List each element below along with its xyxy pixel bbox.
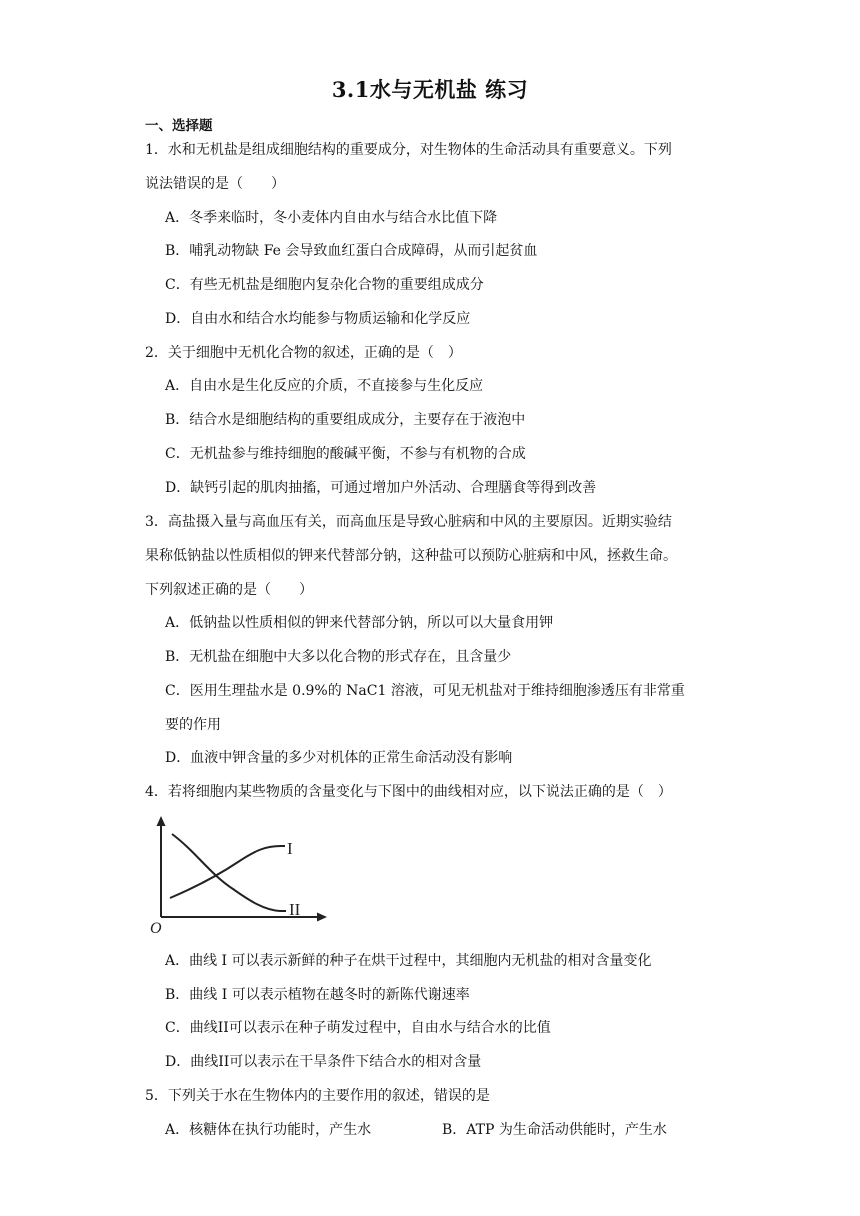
q2-option-d: D．缺钙引起的肌肉抽搐，可通过增加户外活动、合理膳食等得到改善 [165,480,597,496]
q3-option-c-line2: 要的作用 [165,717,221,733]
section-heading: 一、选择题 [145,118,213,134]
q4-option-b: B．曲线 I 可以表示植物在越冬时的新陈代谢速率 [165,987,470,1003]
q3-stem-line1: 3．高盐摄入量与高血压有关，而高血压是导致心脏病和中风的主要原因。近期实验结 [145,514,672,530]
curve-1-label: I [287,839,293,858]
curve-1 [170,846,285,898]
q4-option-c: C．曲线II可以表示在种子萌发过程中，自由水与结合水的比值 [165,1020,551,1036]
q3-option-a: A．低钠盐以性质相似的钾来代替部分钠，所以可以大量食用钾 [165,615,554,631]
q2-option-b: B．结合水是细胞结构的重要组成成分，主要存在于液泡中 [165,412,526,428]
origin-label: O [150,920,162,936]
q4-curve-figure [148,814,334,936]
curve-2 [172,834,286,911]
q1-stem-line1: 1．水和无机盐是组成细胞结构的重要成分，对生物体的生命活动具有重要意义。下列 [145,142,672,158]
x-axis-arrow [317,913,327,922]
q1-option-c: C．有些无机盐是细胞内复杂化合物的重要组成成分 [165,277,484,293]
q3-option-c-line1: C．医用生理盐水是 0.9%的 NaC1 溶液，可见无机盐对于维持细胞渗透压有非常重 [165,683,685,699]
q1-option-d: D．自由水和结合水均能参与物质运输和化学反应 [165,311,471,327]
q4-option-d: D．曲线II可以表示在干旱条件下结合水的相对含量 [165,1054,482,1070]
q1-option-a: A．冬季来临时，冬小麦体内自由水与结合水比值下降 [165,210,498,226]
q4-stem: 4．若将细胞内某些物质的含量变化与下图中的曲线相对应，以下说法正确的是（ ） [145,784,672,800]
q3-stem-line3: 下列叙述正确的是（ ） [145,582,313,598]
curve-2-label: II [289,900,301,919]
q3-stem-line2: 果称低钠盐以性质相似的钾来代替部分钠，这种盐可以预防心脏病和中风，拯救生命。 [145,548,677,564]
q5-stem: 5．下列关于水在生物体内的主要作用的叙述，错误的是 [145,1088,490,1104]
y-axis-arrow [157,816,166,826]
q2-option-a: A．自由水是生化反应的介质，不直接参与生化反应 [165,378,484,394]
q1-stem-line2: 说法错误的是（ ） [145,176,285,192]
q5-option-a: A．核糖体在执行功能时，产生水 [165,1122,372,1138]
q3-option-d: D．血液中钾含量的多少对机体的正常生命活动没有影响 [165,750,513,766]
q4-option-a: A．曲线 I 可以表示新鲜的种子在烘干过程中，其细胞内无机盐的相对含量变化 [165,953,652,969]
q2-stem: 2．关于细胞中无机化合物的叙述，正确的是（ ） [145,345,462,361]
q3-option-b: B．无机盐在细胞中大多以化合物的形式存在，且含量少 [165,649,512,665]
q5-option-b: B．ATP 为生命活动供能时，产生水 [442,1122,667,1138]
q1-option-b: B．哺乳动物缺 Fe 会导致血红蛋白合成障碍，从而引起贫血 [165,243,538,259]
q2-option-c: C．无机盐参与维持细胞的酸碱平衡，不参与有机物的合成 [165,446,526,462]
page-title: 3.1水与无机盐 练习 [331,77,529,102]
